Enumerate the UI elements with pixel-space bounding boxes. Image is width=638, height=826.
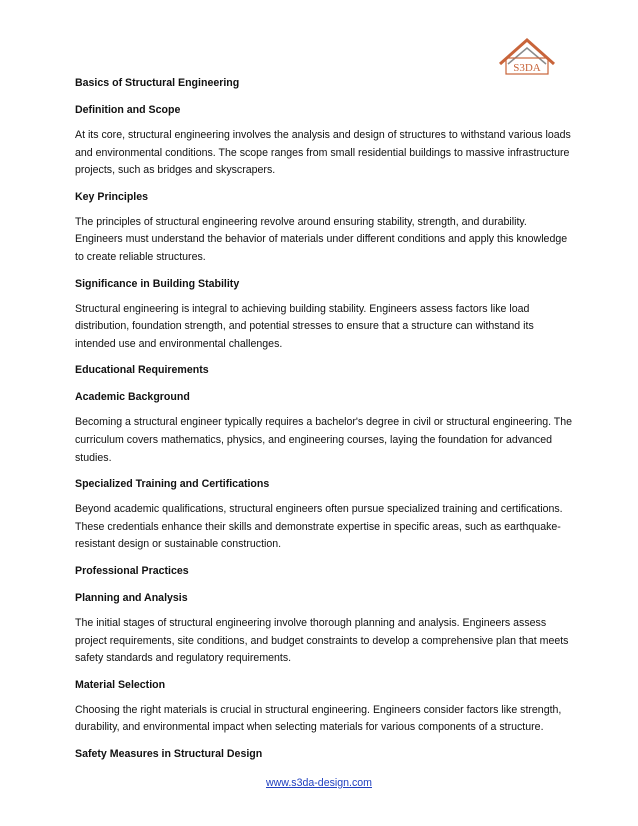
- logo-text: S3DA: [513, 62, 541, 74]
- paragraph-academic-background: Becoming a structural engineer typically requires a bachelor's degree in civil or structural engineering. The curriculum covers mathematics, physics, and engineering courses, laying the foundation for advanced studies.: [75, 416, 573, 464]
- paragraph-key-principles: The principles of structural engineering revolve around ensuring stability, strength, and durability. Engineers must understand the behavior of materials under different conditions and apply this knowledge to create reliable structures.: [75, 215, 568, 263]
- paragraph-specialized-training: Beyond academic qualifications, structural engineers often pursue specialized training and certifications. These credentials enhance their skills and demonstrate expertise in specific areas, such as earthquake-resistant design or sustainable construction.: [75, 503, 563, 551]
- doc-title: Basics of Structural Engineering: [75, 77, 240, 89]
- heading-safety-measures: Safety Measures in Structural Design: [75, 747, 263, 760]
- heading-definition-scope: Definition and Scope: [75, 104, 181, 116]
- heading-key-principles: Key Principles: [75, 190, 149, 203]
- heading-material-selection: Material Selection: [75, 678, 166, 691]
- heading-professional-practices: Professional Practices: [75, 564, 189, 577]
- paragraph-planning-analysis: The initial stages of structural engineering involve thorough planning and analysis. Engineers assess project requirements, site conditions, and budget constraints to develop a comprehensive plan that meets safety standards and regulatory requirements.: [75, 616, 569, 665]
- paragraph-definition-scope: At its core, structural engineering involves the analysis and design of structures to withstand various loads and environmental conditions. The scope ranges from small residential buildings to massive infrastructure projects, such as bridges and skyscrapers.: [75, 129, 571, 177]
- heading-educational-requirements: Educational Requirements: [75, 364, 209, 377]
- heading-building-stability: Significance in Building Stability: [75, 277, 240, 290]
- heading-planning-analysis: Planning and Analysis: [75, 591, 188, 604]
- heading-specialized-training: Specialized Training and Certifications: [75, 478, 270, 491]
- footer-website-link[interactable]: www.s3da-design.com: [266, 777, 372, 789]
- page-footer: [0, 776, 638, 790]
- paragraph-building-stability: Structural engineering is integral to achieving building stability. Engineers assess factors like load distribution, foundation strength, and potential stresses to ensure that a structure can withstand its intended use and environmental challenges.: [75, 302, 534, 350]
- heading-academic-background: Academic Background: [75, 391, 190, 404]
- document-body: [75, 69, 575, 761]
- paragraph-material-selection: Choosing the right materials is crucial in structural engineering. Engineers consider factors like strength, durability, and environmental impact when selecting materials for various components of a structure.: [75, 703, 562, 734]
